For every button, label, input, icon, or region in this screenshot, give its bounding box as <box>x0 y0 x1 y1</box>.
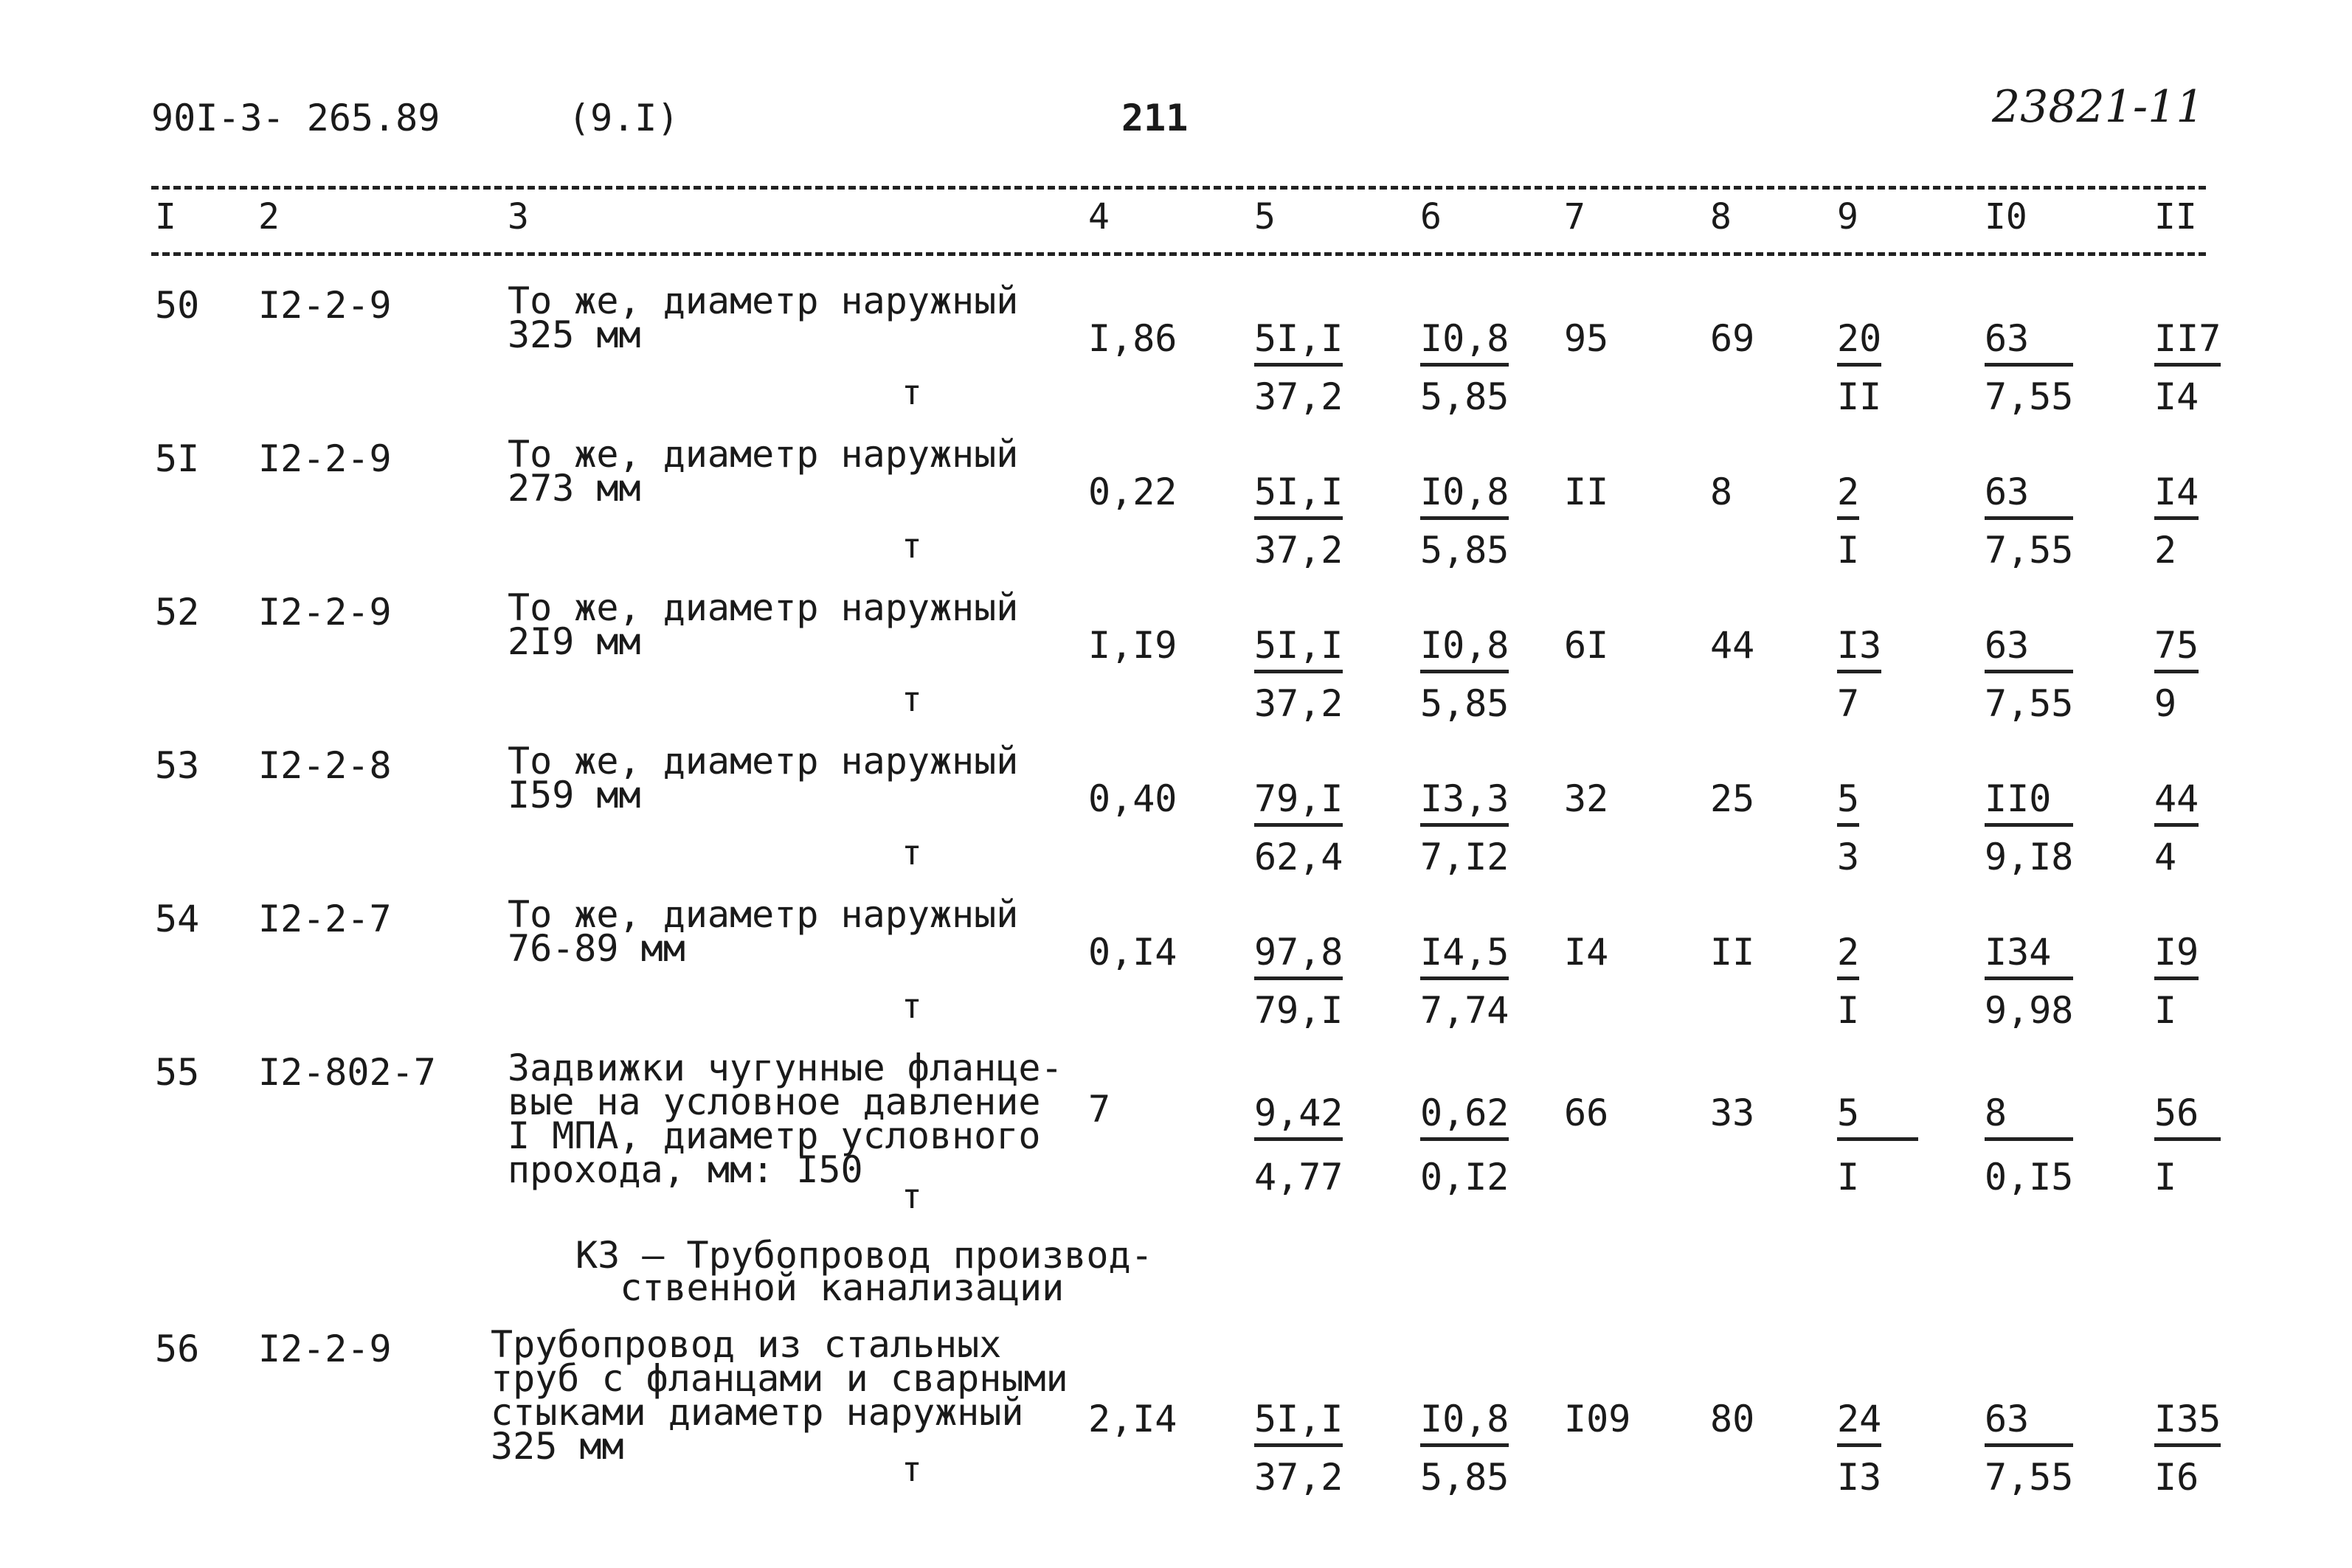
col5-denominator: 37,2 <box>1254 1456 1343 1499</box>
col6-denominator: 0,I2 <box>1420 1156 1509 1198</box>
header-bottom-rule <box>151 252 2206 256</box>
row-col4: 0,40 <box>1088 777 1177 820</box>
row-col7: 95 <box>1564 317 1609 360</box>
row-col6 <box>1420 777 1509 878</box>
row-col11 <box>2154 317 2221 418</box>
col10-numerator: 63 <box>1985 624 2073 673</box>
row-col5 <box>1254 471 1343 572</box>
col6-numerator: I0,8 <box>1420 317 1509 367</box>
row-col8: 80 <box>1710 1398 1755 1440</box>
row-col7: 32 <box>1564 777 1609 820</box>
col6-numerator: I4,5 <box>1420 931 1509 980</box>
row-col10 <box>1985 1398 2073 1499</box>
table-row <box>0 586 2352 738</box>
row-col9 <box>1837 1092 1918 1198</box>
col10-numerator: 8 <box>1985 1092 2073 1141</box>
row-unit: т <box>902 526 922 566</box>
row-unit: т <box>902 986 922 1026</box>
row-col7: I4 <box>1564 931 1609 974</box>
row-number: 5I <box>155 437 200 480</box>
section-title: К3 – Трубопровод производ- ственной канализации <box>575 1234 1153 1309</box>
col11-denominator: I <box>2154 989 2177 1032</box>
col9-denominator: 7 <box>1837 682 1860 725</box>
row-col8: II <box>1710 931 1755 974</box>
row-code: I2-2-9 <box>258 591 392 634</box>
row-description: То же, диаметр наружный 273 мм <box>508 433 1019 510</box>
col11-denominator: I4 <box>2154 375 2199 418</box>
row-col5 <box>1254 931 1343 1032</box>
row-unit: т <box>902 372 922 412</box>
row-code: I2-2-9 <box>258 437 392 480</box>
col10-denominator: 7,55 <box>1985 529 2074 572</box>
col-header-5: 5 <box>1254 196 1276 237</box>
table-row <box>0 893 2352 1045</box>
row-col11 <box>2154 931 2199 1032</box>
col6-denominator: 7,I2 <box>1420 836 1509 878</box>
col5-denominator: 79,I <box>1254 989 1343 1032</box>
row-col11 <box>2154 1398 2221 1499</box>
col11-numerator: 44 <box>2154 777 2199 827</box>
col6-numerator: I0,8 <box>1420 471 1509 520</box>
col6-denominator: 7,74 <box>1420 989 1509 1032</box>
col11-numerator: 75 <box>2154 624 2199 673</box>
row-col4: 0,22 <box>1088 471 1177 513</box>
col10-numerator: 63 <box>1985 471 2073 520</box>
col6-denominator: 5,85 <box>1420 375 1509 418</box>
col-header-9: 9 <box>1837 196 1858 237</box>
row-unit: т <box>902 1176 922 1216</box>
row-description: Задвижки чугунные фланце- вые на условное давление I МПА, диаметр условного прохода, мм: I50 <box>508 1047 1063 1191</box>
table-row <box>0 1047 2352 1221</box>
col10-numerator: 63 <box>1985 317 2073 367</box>
row-col5 <box>1254 777 1343 878</box>
col11-denominator: 9 <box>2154 682 2177 725</box>
row-col8: 8 <box>1710 471 1733 513</box>
page-number: 211 <box>1121 97 1189 139</box>
row-code: I2-2-8 <box>258 744 392 787</box>
row-col6 <box>1420 931 1509 1032</box>
row-description: Трубопровод из стальных труб с фланцами и сварными стыками диаметр наружный 325 мм <box>491 1323 1068 1468</box>
table-row <box>0 740 2352 892</box>
row-col6 <box>1420 1092 1509 1198</box>
col9-numerator: 2 <box>1837 471 1859 520</box>
row-col10 <box>1985 624 2073 725</box>
row-unit: т <box>902 833 922 873</box>
row-col4: 2,I4 <box>1088 1398 1177 1440</box>
row-description: То же, диаметр наружный 325 мм <box>508 280 1019 356</box>
col5-denominator: 37,2 <box>1254 682 1343 725</box>
col9-numerator: 24 <box>1837 1398 1881 1447</box>
row-col10 <box>1985 317 2073 418</box>
col-header-6: 6 <box>1420 196 1442 237</box>
row-col4: I,I9 <box>1088 624 1177 667</box>
col10-numerator: 63 <box>1985 1398 2073 1447</box>
col9-numerator: 5 <box>1837 777 1859 827</box>
col6-denominator: 5,85 <box>1420 1456 1509 1499</box>
row-col10 <box>1985 471 2073 572</box>
col5-numerator: 5I,I <box>1254 624 1343 673</box>
row-description: То же, диаметр наружный I59 мм <box>508 740 1019 816</box>
row-col9 <box>1837 931 1859 1032</box>
row-col10 <box>1985 1092 2073 1198</box>
row-col4: 7 <box>1088 1088 1111 1131</box>
col10-denominator: 0,I5 <box>1985 1156 2074 1198</box>
col9-numerator: I3 <box>1837 624 1881 673</box>
col6-numerator: 0,62 <box>1420 1092 1509 1141</box>
row-description: То же, диаметр наружный 2I9 мм <box>508 586 1019 663</box>
col10-denominator: 7,55 <box>1985 375 2074 418</box>
col9-denominator: I <box>1837 989 1860 1032</box>
col11-numerator: I35 <box>2154 1398 2221 1447</box>
col10-denominator: 7,55 <box>1985 1456 2074 1499</box>
col10-numerator: I34 <box>1985 931 2073 980</box>
col9-denominator: I <box>1837 529 1860 572</box>
col6-numerator: I0,8 <box>1420 624 1509 673</box>
row-col8: 69 <box>1710 317 1755 360</box>
row-col9 <box>1837 624 1881 725</box>
col5-numerator: 5I,I <box>1254 471 1343 520</box>
row-number: 55 <box>155 1051 200 1094</box>
row-col7: I09 <box>1564 1398 1631 1440</box>
col10-denominator: 9,I8 <box>1985 836 2074 878</box>
row-code: I2-2-7 <box>258 898 392 940</box>
col11-numerator: II7 <box>2154 317 2221 367</box>
col6-numerator: I0,8 <box>1420 1398 1509 1447</box>
col11-denominator: I <box>2154 1156 2177 1198</box>
col5-numerator: 79,I <box>1254 777 1343 827</box>
col6-numerator: I3,3 <box>1420 777 1509 827</box>
col-header-4: 4 <box>1088 196 1110 237</box>
col5-numerator: 97,8 <box>1254 931 1343 980</box>
row-col10 <box>1985 931 2073 1032</box>
row-col11 <box>2154 777 2199 878</box>
col11-denominator: 2 <box>2154 529 2177 572</box>
row-code: I2-2-9 <box>258 1328 392 1370</box>
row-col6 <box>1420 471 1509 572</box>
col10-numerator: II0 <box>1985 777 2073 827</box>
col5-numerator: 5I,I <box>1254 317 1343 367</box>
row-col8: 44 <box>1710 624 1755 667</box>
row-number: 52 <box>155 591 200 634</box>
table-row <box>0 1323 2352 1505</box>
row-col9 <box>1837 471 1859 572</box>
header-top-rule <box>151 186 2206 190</box>
col-header-1: I <box>155 196 176 237</box>
row-col11 <box>2154 471 2199 572</box>
row-col8: 33 <box>1710 1092 1755 1134</box>
row-number: 50 <box>155 284 200 327</box>
row-unit: т <box>902 679 922 719</box>
col5-numerator: 5I,I <box>1254 1398 1343 1447</box>
doc-code: 90I-3- 265.89 <box>151 97 440 139</box>
row-col11 <box>2154 624 2199 725</box>
col-header-2: 2 <box>258 196 280 237</box>
col-header-11: II <box>2154 196 2197 237</box>
table-row <box>0 280 2352 431</box>
row-col5 <box>1254 1092 1343 1198</box>
row-col5 <box>1254 1398 1343 1499</box>
row-col7: 6I <box>1564 624 1609 667</box>
row-col9 <box>1837 777 1859 878</box>
row-col5 <box>1254 317 1343 418</box>
row-col10 <box>1985 777 2073 878</box>
col5-denominator: 4,77 <box>1254 1156 1343 1198</box>
col6-denominator: 5,85 <box>1420 529 1509 572</box>
row-number: 56 <box>155 1328 200 1370</box>
col9-denominator: II <box>1837 375 1882 418</box>
col9-numerator: 5 <box>1837 1092 1918 1141</box>
col11-numerator: I4 <box>2154 471 2199 520</box>
col-header-3: 3 <box>508 196 529 237</box>
col11-numerator: 56 <box>2154 1092 2221 1141</box>
row-col4: I,86 <box>1088 317 1177 360</box>
row-col6 <box>1420 624 1509 725</box>
col9-denominator: I <box>1837 1156 1860 1198</box>
col10-denominator: 7,55 <box>1985 682 2074 725</box>
table-row <box>0 433 2352 585</box>
col9-denominator: I3 <box>1837 1456 1882 1499</box>
col-header-10: I0 <box>1985 196 2027 237</box>
row-description: То же, диаметр наружный 76-89 мм <box>508 893 1019 970</box>
col-header-8: 8 <box>1710 196 1732 237</box>
col9-denominator: 3 <box>1837 836 1860 878</box>
row-col6 <box>1420 317 1509 418</box>
col5-denominator: 37,2 <box>1254 529 1343 572</box>
sheet-ref: (9.I) <box>568 97 679 139</box>
col11-denominator: 4 <box>2154 836 2177 878</box>
row-col9 <box>1837 317 1881 418</box>
row-col7: II <box>1564 471 1609 513</box>
row-code: I2-802-7 <box>258 1051 436 1094</box>
row-code: I2-2-9 <box>258 284 392 327</box>
col10-denominator: 9,98 <box>1985 989 2074 1032</box>
col5-numerator: 9,42 <box>1254 1092 1343 1141</box>
row-col11 <box>2154 1092 2221 1198</box>
row-col7: 66 <box>1564 1092 1609 1134</box>
col9-numerator: 20 <box>1837 317 1881 367</box>
col11-numerator: I9 <box>2154 931 2199 980</box>
row-col8: 25 <box>1710 777 1755 820</box>
col-header-7: 7 <box>1564 196 1585 237</box>
col5-denominator: 37,2 <box>1254 375 1343 418</box>
row-col9 <box>1837 1398 1881 1499</box>
row-col4: 0,I4 <box>1088 931 1177 974</box>
row-col5 <box>1254 624 1343 725</box>
row-col6 <box>1420 1398 1509 1499</box>
row-number: 53 <box>155 744 200 787</box>
row-unit: т <box>902 1449 922 1489</box>
col11-denominator: I6 <box>2154 1456 2199 1499</box>
col9-numerator: 2 <box>1837 931 1859 980</box>
col6-denominator: 5,85 <box>1420 682 1509 725</box>
row-number: 54 <box>155 898 200 940</box>
handwritten-stamp: 23821-11 <box>1992 81 2204 133</box>
col5-denominator: 62,4 <box>1254 836 1343 878</box>
